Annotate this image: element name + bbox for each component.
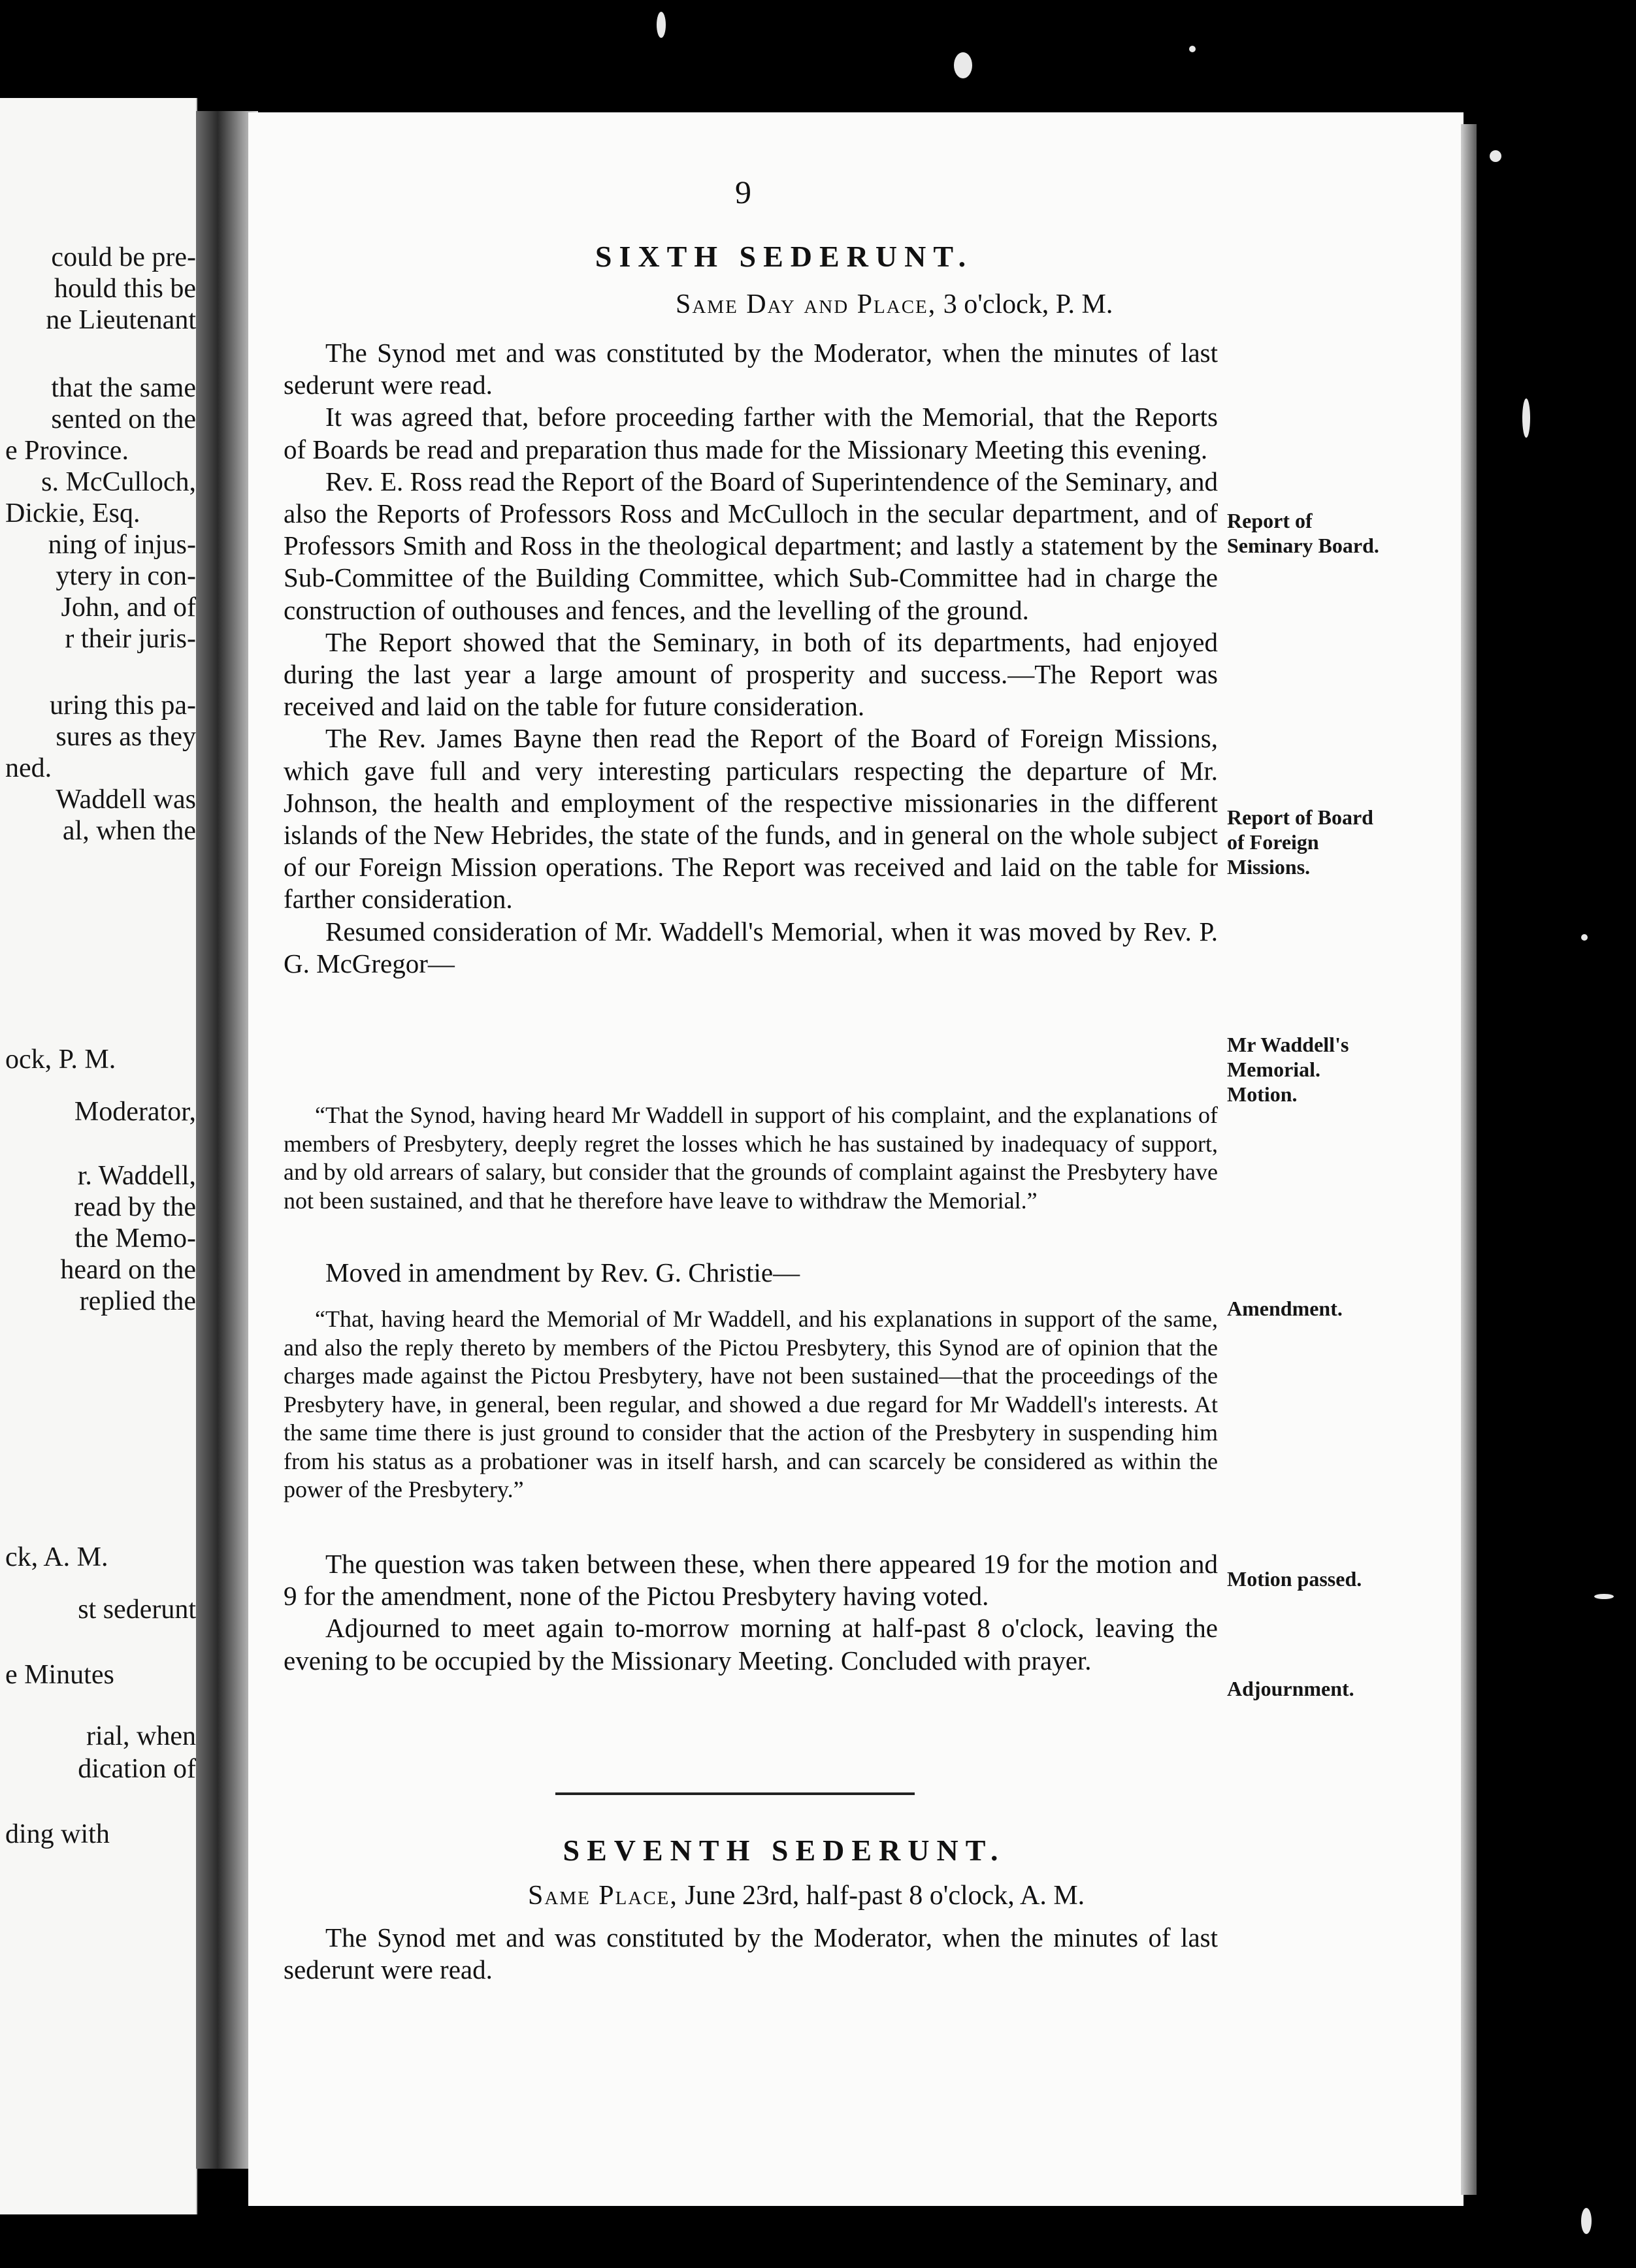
left-page-line: dication of (78, 1754, 196, 1784)
left-page-line: ned. (5, 753, 52, 783)
left-page-line: ytery in con- (56, 561, 196, 591)
subheading-place: Same Place, (528, 1881, 678, 1911)
left-page-line: ding with (5, 1819, 110, 1849)
left-page-line: the Memo- (74, 1223, 196, 1254)
vote-block (284, 1548, 1218, 1677)
amendment-quote (284, 1305, 1218, 1504)
left-page-line: s. McCulloch, (41, 467, 196, 497)
left-page-line: ock, P. M. (5, 1045, 116, 1075)
sixth-sederunt-heading: SIXTH SEDERUNT. (595, 240, 973, 273)
left-page-line: Waddell was (56, 785, 196, 815)
margin-note-amendment: Amendment. (1227, 1297, 1343, 1320)
left-page-line: ck, A. M. (5, 1542, 108, 1572)
left-page-line: hould this be (54, 274, 196, 304)
left-page-line: uring this pa- (50, 690, 196, 721)
margin-note-seminary: Report of Seminary Board. (1227, 509, 1379, 557)
left-page-line: Dickie, Esq. (5, 498, 140, 528)
left-page-line: replied the (79, 1286, 196, 1316)
left-page-line: r. Waddell, (77, 1161, 196, 1191)
sixth-sederunt-body (284, 337, 1218, 980)
page-number: 9 (735, 174, 751, 210)
paragraph-resumed-consideration: Resumed consideration of Mr. Waddell's Memorial, when it was moved by Rev. P. G. McGregor— (284, 916, 1218, 979)
left-page-line: sures as they (56, 722, 196, 752)
left-page-line: st sederunt (78, 1595, 196, 1625)
amendment-intro-block (284, 1257, 1218, 1289)
left-page-line: could be pre- (51, 242, 196, 272)
scan-speck (1522, 398, 1530, 438)
left-page-line: e Minutes (5, 1660, 114, 1690)
left-page-line: e Province. (5, 436, 129, 466)
left-page-line: sented on the (51, 404, 196, 434)
paragraph-seminary-report: Rev. E. Ross read the Report of the Board of Superintendence of the Seminary, and also the Reports of Professors Ross and McCulloch in the secular department, and of Professors Smith and Ross in the theological department; and lastly a statement by the Sub-Committee of the Building Committee, which Sub-Committee had in charge the construction of outhouses and fences, and the levelling of the ground. (284, 466, 1218, 625)
amendment-text: “That, having heard the Memorial of Mr Waddell, and his explanations in support of the same, and also the reply thereto by members of the Pictou Presbytery, this Synod are of opinion that the charges made against the Pictou Presbytery, have not been sustained—that the proceedings of the Presbytery have, in general, been regular, and showed a due regard for Mr Waddell's interests. At the same time there is just ground to consider that the action of the Presbytery in suspending him from his status as a probationer was in itself harsh, and can scarcely be considered as within the power of the Presbytery.” (284, 1306, 1218, 1502)
subheading-place: Same Day and Place, (676, 289, 937, 319)
margin-note-foreign-missions: Report of Board of Foreign Missions. (1227, 805, 1373, 879)
scan-speck (1581, 2208, 1592, 2234)
paragraph-vote: The question was taken between these, when there appeared 19 for the motion and 9 for the amendment, none of the Pictou Presbytery having voted. (284, 1549, 1218, 1612)
seventh-sederunt-heading: SEVENTH SEDERUNT. (563, 1834, 1006, 1867)
paragraph-seventh-synod-met: The Synod met and was constituted by the Moderator, when the minutes of last sederunt were read. (284, 1922, 1218, 1985)
scan-speck (1594, 1594, 1614, 1599)
left-page-line: ning of injus- (48, 530, 196, 560)
left-page-line: John, and of (61, 592, 196, 623)
subheading-time: 3 o'clock, P. M. (936, 289, 1113, 319)
subheading-time: June 23rd, half-past 8 o'clock, A. M. (678, 1881, 1085, 1911)
margin-note-waddell-memorial: Mr Waddell's Memorial. Motion. (1227, 1033, 1349, 1106)
scan-speck (954, 52, 972, 78)
amendment-intro: Moved in amendment by Rev. G. Christie— (325, 1257, 800, 1288)
scan-speck (1490, 150, 1501, 162)
margin-note-adjournment: Adjournment. (1227, 1677, 1354, 1700)
page-edge (1461, 124, 1477, 2195)
left-page-line: rial, when (86, 1721, 196, 1751)
left-page-line: heard on the (60, 1255, 196, 1285)
motion-quote (284, 1101, 1218, 1215)
paragraph-agreed: It was agreed that, before proceeding farther with the Memorial, that the Reports of Boards be read and preparation thus made for the Missionary Meeting this evening. (284, 402, 1218, 464)
motion-text: “That the Synod, having heard Mr Waddell in support of his complaint, and the explanations of members of Presbytery, deeply regret the losses which he has sustained by inadequacy of support, and by old arrears of salary, but consider that the grounds of complaint against the Presbytery have not been sustained, and that he therefore have leave to withdraw the Memorial.” (284, 1102, 1218, 1214)
seventh-sederunt-subheading (528, 1880, 1085, 1911)
scan-speck (1189, 46, 1196, 52)
paragraph-foreign-missions: The Rev. James Bayne then read the Report of the Board of Foreign Missions, which gave full and very interesting particulars respecting the departure of Mr. Johnson, the health and employment of the respective missionaries in the different islands of the New Hebrides, the state of the funds, and in general on the whole subject of our Foreign Mission operations. The Report was received and laid on the table for farther consideration. (284, 723, 1218, 915)
left-page-line: read by the (74, 1192, 196, 1222)
left-page-line: ne Lieutenant (46, 305, 196, 335)
scan-speck (657, 12, 666, 38)
scan-speck (1581, 934, 1588, 941)
paragraph-adjourn: Adjourned to meet again to-morrow morning at half-past 8 o'clock, leaving the evening to be occupied by the Missionary Meeting. Concluded with prayer. (284, 1613, 1218, 1676)
left-facing-page (0, 98, 197, 2214)
paragraph-synod-met: The Synod met and was constituted by the Moderator, when the minutes of last sederunt were read. (284, 338, 1218, 400)
left-page-line: Moderator, (74, 1097, 196, 1127)
left-page-line: that the same (51, 373, 196, 403)
paragraph-report-showed: The Report showed that the Seminary, in both of its departments, had enjoyed during the last year a large amount of prosperity and success.—The Report was received and laid on the table for future consideration. (284, 626, 1218, 722)
margin-note-motion-passed: Motion passed. (1227, 1567, 1362, 1591)
section-divider (555, 1792, 915, 1795)
sixth-sederunt-subheading (676, 289, 1113, 320)
seventh-sederunt-body (284, 1922, 1218, 1986)
left-page-line: r their juris- (65, 624, 196, 654)
left-page-line: al, when the (62, 816, 196, 846)
